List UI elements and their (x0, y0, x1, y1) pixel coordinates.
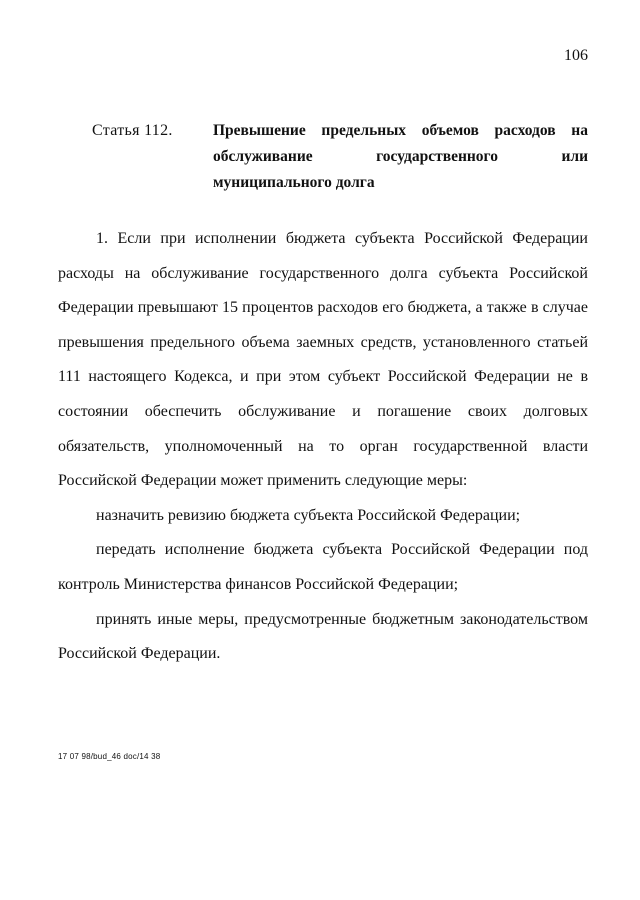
measure-item: назначить ревизию бюджета субъекта Российской Федерации; (96, 506, 521, 524)
page-number: 106 (564, 47, 588, 64)
measure-item: передать исполнение бюджета субъекта Российской Федерации под контроль Министерства финансов Российской Федерации; (58, 541, 588, 593)
paragraph-1: 1. Если при исполнении бюджета субъекта Российской Федерации расходы на обслуживание государственного долга субъекта Российской Федерации превышают 15 процентов расходов его бюджета, а также в случае превышения предельного объема заемных средств, установленного статьей 111 настоящего Кодекса, и при этом субъект Российской Федерации не в состоянии обеспечить обслуживание и погашение своих долговых обязательств, уполномоченный на то орган государственной власти Российской Федерации может применить следующие меры: (58, 230, 588, 490)
article-label: Статья 112. (92, 122, 173, 139)
article-header (92, 118, 588, 196)
measure-item: принять иные меры, предусмотренные бюджетным законодательством Российской Федерации. (58, 610, 588, 663)
article-title: Превышение предельных объемов расходов на обслуживание государственного или муниципального долга (213, 122, 588, 191)
article-body (58, 222, 588, 672)
document-footer: 17 07 98/bud_46 doc/14 38 (58, 752, 161, 761)
